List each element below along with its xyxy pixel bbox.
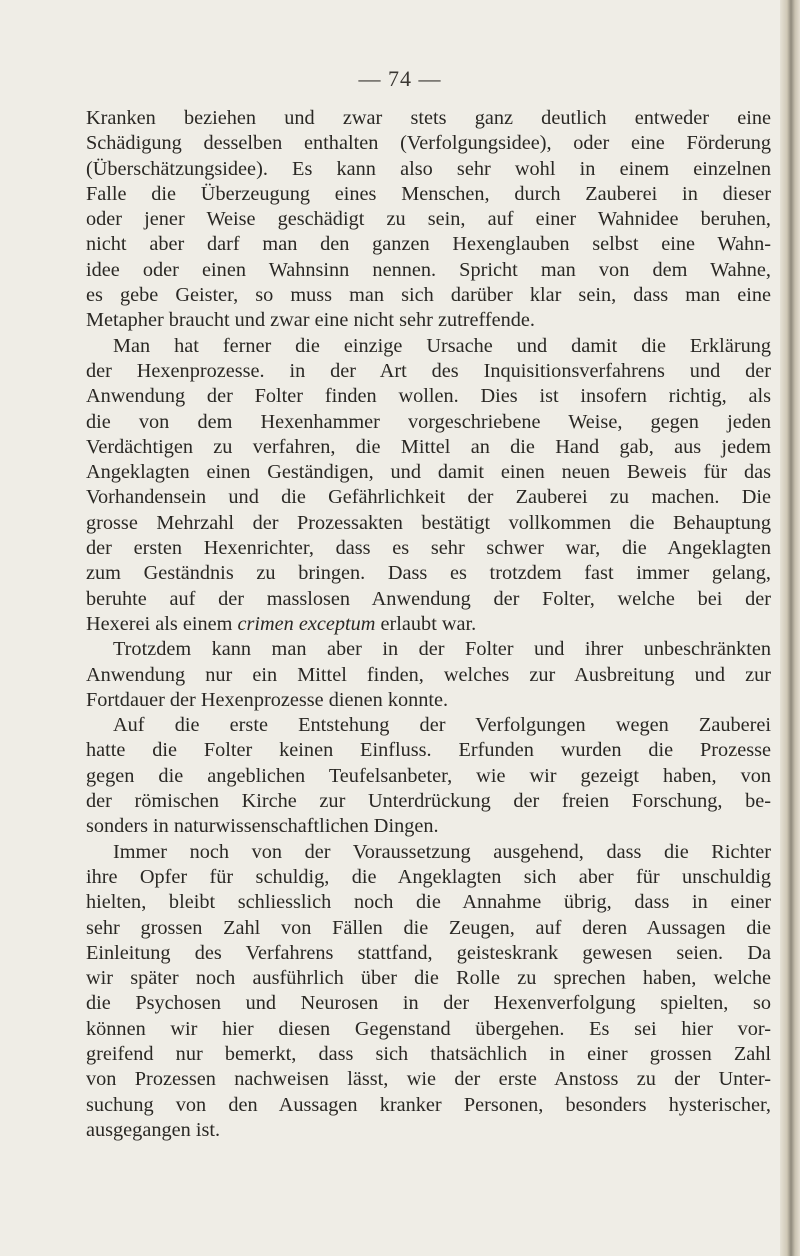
text-line: Anwendung nur ein Mittel finden, welches zur Ausbreitung und zur [86,663,771,686]
text-line: oder jener Weise geschädigt zu sein, auf einer Wahnidee beruhen, [86,208,771,231]
text-line: Angeklagten einen Geständigen, und damit einen neuen Beweis für das [86,461,771,484]
text-segment: Hexerei als einem [86,612,238,635]
text-line: der römischen Kirche zur Unterdrückung der freien Forschung, be- [86,790,771,813]
text-line: Kranken beziehen und zwar stets ganz deutlich entweder eine [86,107,771,129]
text-line: hatte die Folter keinen Einfluss. Erfunden wurden die Prozesse [86,739,771,762]
text-line: nicht aber darf man den ganzen Hexenglauben selbst eine Wahn- [86,233,771,256]
text-line: ihre Opfer für schuldig, die Angeklagten sich aber für unschuldig [86,865,771,888]
text-line: Auf die erste Entstehung der Verfolgungen wegen Zauberei [113,714,771,737]
text-line: gegen die angeblichen Teufelsanbeter, wie wir gezeigt haben, von [86,764,771,787]
paragraph [86,840,771,1144]
text-segment: erlaubt war. [375,612,477,635]
text-line: Immer noch von der Voraussetzung ausgehend, dass die Richter [113,840,771,863]
text-line: der Hexenprozesse. in der Art des Inquisitionsverfahrens und der [86,359,771,382]
text-line: beruhte auf der masslosen Anwendung der Folter, welche bei der [86,587,771,610]
paragraph [86,637,771,713]
text-line: die Psychosen und Neurosen in der Hexenverfolgung spielten, so [86,992,771,1015]
text-line: zum Geständnis zu bringen. Dass es trotzdem fast immer gelang, [86,562,771,585]
text-line: Fortdauer der Hexenprozesse dienen konnte. [86,688,449,711]
book-page-edge [780,0,800,1256]
text-line: sehr grossen Zahl von Fällen die Zeugen, auf deren Aussagen die [86,916,771,939]
text-line: idee oder einen Wahnsinn nennen. Spricht man von dem Wahne, [86,258,771,281]
text-line: es gebe Geister, so muss man sich darüber klar sein, dass man eine [86,284,771,307]
page-number: — 74 — [358,66,442,91]
text-line [86,612,771,637]
text-line: ausgegangen ist. [86,1118,221,1141]
text-line: Anwendung der Folter finden wollen. Dies ist insofern richtig, als [86,385,771,408]
text-line: Vorhandensein und die Gefährlichkeit der Zauberei zu machen. Die [86,486,771,509]
text-line: Verdächtigen zu verfahren, die Mittel an die Hand gab, aus jedem [86,435,771,458]
latin-term: crimen exceptum [237,612,376,635]
text-line: Einleitung des Verfahrens stattfand, geisteskrank gewesen seien. Da [86,941,771,964]
text-line: suchung von den Aussagen kranker Personen, besonders hysterischer, [86,1093,771,1116]
body-text [86,106,771,1143]
paragraph [86,713,771,839]
text-line: von Prozessen nachweisen lässt, wie der erste Anstoss zu der Unter- [86,1068,771,1091]
text-line: Metapher braucht und zwar eine nicht sehr zutreffende. [86,309,535,332]
text-line: Man hat ferner die einzige Ursache und damit die Erklärung [113,334,771,357]
text-line: die von dem Hexenhammer vorgeschriebene Weise, gegen jeden [86,410,771,433]
paragraph [86,106,771,334]
text-line: Schädigung desselben enthalten (Verfolgungsidee), oder eine Förderung [86,132,771,155]
text-line: grosse Mehrzahl der Prozessakten bestätigt vollkommen die Behauptung [86,511,771,534]
text-line: hielten, bleibt schliesslich noch die Annahme übrig, dass in einer [86,891,771,914]
text-line: wir später noch ausführlich über die Rolle zu sprechen haben, welche [86,967,771,990]
paragraph [86,334,771,638]
text-line: der ersten Hexenrichter, dass es sehr schwer war, die Angeklagten [86,537,771,560]
text-line: (Überschätzungsidee). Es kann also sehr wohl in einem einzelnen [86,157,771,180]
text-line: sonders in naturwissenschaftlichen Dingen. [86,815,439,838]
text-line: können wir hier diesen Gegenstand übergehen. Es sei hier vor- [86,1017,771,1040]
text-line: Trotzdem kann man aber in der Folter und ihrer unbeschränkten [113,638,771,661]
text-line: greifend nur bemerkt, dass sich thatsächlich in einer grossen Zahl [86,1042,771,1065]
text-line: Falle die Überzeugung eines Menschen, durch Zauberei in dieser [86,182,771,205]
